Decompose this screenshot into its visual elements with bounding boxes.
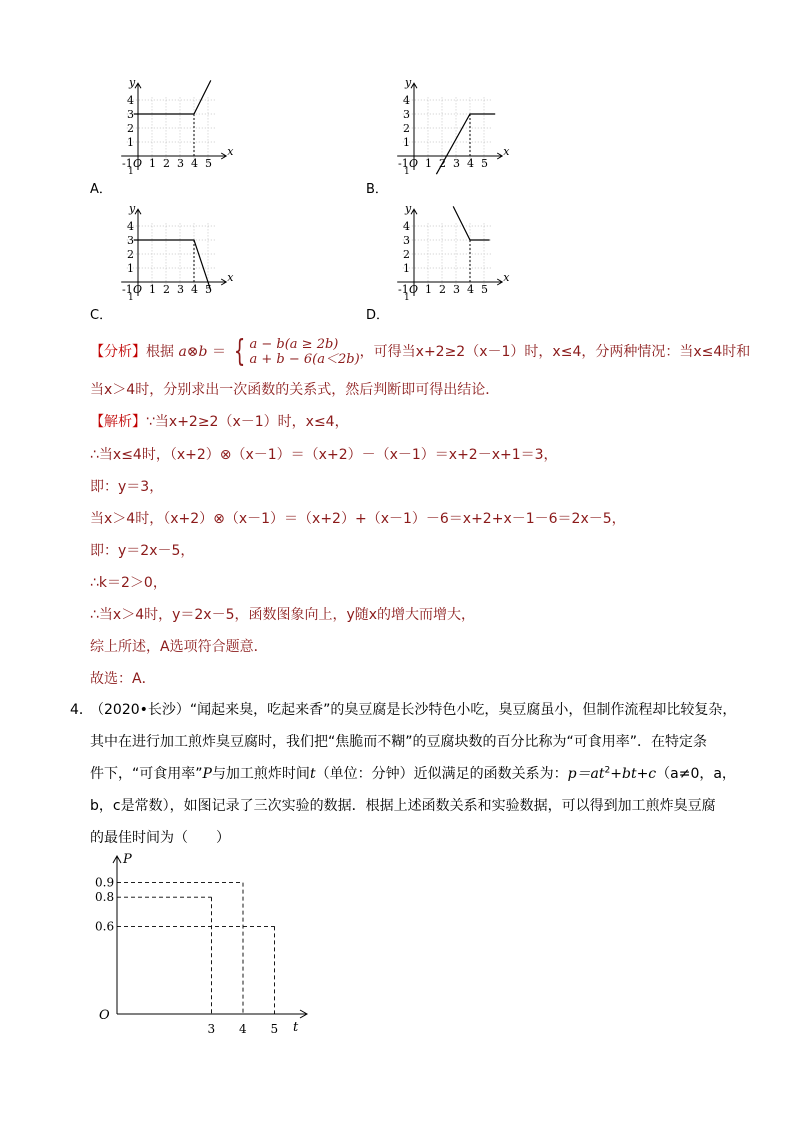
x-axis-label: x [227,145,234,158]
tick-label: 4 [467,157,474,170]
x-axis-label: x [503,145,510,158]
tick-label: 1 [127,262,134,275]
x-axis-label: x [227,271,234,284]
y-axis-label: y [129,76,136,90]
solution-line-7: ∴当x＞4时，y＝2x－5，函数图象向上，y随x的增大而增大， [90,607,476,623]
tick-label: -1 [398,157,409,170]
question-number: 4． [70,702,93,718]
graph-option-b [386,76,536,198]
solution-line-1: 【解析】∵当x+2≥2（x－1）时，x≤4， [90,414,349,430]
tick-label: 1 [404,167,410,177]
graph-a-svg [110,76,260,198]
tick-label: 2 [403,122,410,135]
tick-label: 3 [177,283,184,296]
function-graph [134,80,211,114]
solution-line-2: ∴当x≤4时，（x+2）⊗（x－1）＝（x+2）－（x－1）＝x+2－x+1＝3， [90,447,558,463]
tick-label: 3 [453,283,460,296]
tick-label: 1 [149,283,156,296]
question-line-1: （2020•长沙）“闻起来臭，吃起来香”的臭豆腐是长沙特色小吃，臭豆腐虽小，但制作流程却比较复杂， [90,702,737,718]
question-line-5: 的最佳时间为（ ） [90,830,230,846]
solution-line-4: 当x＞4时，（x+2）⊗（x－1）＝（x+2）+（x－1）－6＝x+2+x－1－6＝2x－5， [90,511,626,527]
piecewise-cases: a − b(a ≥ 2b) a + b − 6(a＜2b) [249,337,360,367]
question-line-2: 其中在进行加工煎炸臭豆腐时，我们把“焦脆而不糊”的豆腐块数的百分比称为“可食用率”．在特定条 [90,734,708,750]
tick-label: 5 [481,283,488,296]
tick-label: 4 [191,283,198,296]
tick-label: 2 [163,157,170,170]
tick-label: 3 [127,234,134,247]
origin-label: O [409,157,419,170]
solution-line-3: 即：y＝3， [90,479,164,495]
analysis-line-2: 当x＞4时，分别求出一次函数的关系式，然后判断即可得出结论． [90,382,500,398]
t-tick-label: 5 [270,1022,279,1036]
x-axis-label: x [503,271,510,284]
tick-label: 5 [205,283,212,296]
tick-label: 2 [439,283,446,296]
option-b-label: B． [366,182,388,197]
solution-line-5: 即：y＝2x－5， [90,543,195,559]
experiment-chart [95,850,325,1040]
p-tick-label: 0.9 [95,875,115,890]
tick-label: 1 [403,136,410,149]
function-graph [134,240,211,290]
tick-label: 4 [191,157,198,170]
solution-line-8: 综上所述，A选项符合题意． [90,639,268,655]
tick-label: 3 [127,108,134,121]
tick-label: 3 [453,157,460,170]
graph-b-svg [386,76,536,198]
graph-option-a [110,76,260,198]
y-axis-label: y [405,202,412,216]
p-axis-label: P [123,852,132,867]
origin-label: O [133,283,143,296]
graph-option-d [386,202,536,324]
tick-label: 3 [403,108,410,121]
tick-label: 1 [425,283,432,296]
function-graph [453,206,489,240]
piecewise-brace: { [234,334,246,369]
y-axis-label: y [405,76,412,90]
tick-label: -1 [122,283,133,296]
solution-line-6: ∴k＝2＞0， [90,575,167,591]
tick-label: 2 [403,248,410,261]
tick-label: 2 [127,248,134,261]
tick-label: 4 [127,94,134,107]
question-line-3: 件下，“可食用率”P与加工煎炸时间t（单位：分钟）近似满足的函数关系为：$p=at^2+bt+c(a\ne 0$，a， [90,765,736,782]
analysis-line-1: 【分析】根据 a⊗b ＝ { a − b(a ≥ 2b) a + b − 6(a＜2b)，可得当x+2≥2（x－1）时，x≤4，分两种情况：当x≤4时和 [90,334,751,369]
question-line-4: b，c是常数），如图记录了三次实验的数据．根据上述函数关系和实验数据，可以得到加工煎炸臭豆腐 [90,798,716,814]
tick-label: 4 [127,220,134,233]
graph-option-c [110,202,260,324]
tick-label: 1 [404,293,410,303]
tick-label: 4 [467,283,474,296]
tick-label: 1 [128,167,134,177]
tick-label: 3 [403,234,410,247]
t-tick-label: 3 [207,1022,216,1036]
graph-d-svg [386,202,536,324]
option-d-label: D． [366,308,390,323]
analysis-tag: 【分析】 [90,344,146,360]
p-tick-label: 0.6 [95,919,115,934]
tick-label: -1 [122,157,133,170]
origin-label: O [133,157,143,170]
tick-label: 4 [403,220,410,233]
t-tick-label: 4 [239,1022,247,1036]
option-a-label: A． [90,182,112,197]
tick-label: -1 [398,283,409,296]
tick-label: 2 [439,157,446,170]
solution-tag: 【解析】 [90,414,146,430]
tick-label: 4 [403,94,410,107]
t-axis-label: t [293,1020,299,1035]
tick-label: 1 [149,157,156,170]
origin-label: O [409,283,419,296]
tick-label: 5 [481,157,488,170]
option-c-label: C． [90,308,113,323]
graph-c-svg [110,202,260,324]
tick-label: 1 [127,136,134,149]
tick-label: 2 [127,122,134,135]
y-axis-label: y [129,202,136,216]
tick-label: 5 [205,157,212,170]
p-tick-label: 0.8 [95,890,115,905]
tick-label: 3 [177,157,184,170]
tick-label: 1 [128,293,134,303]
tick-label: 1 [425,157,432,170]
tick-label: 1 [403,262,410,275]
solution-line-9: 故选：A． [90,671,156,687]
origin-label: O [99,1008,110,1023]
tick-label: 2 [163,283,170,296]
